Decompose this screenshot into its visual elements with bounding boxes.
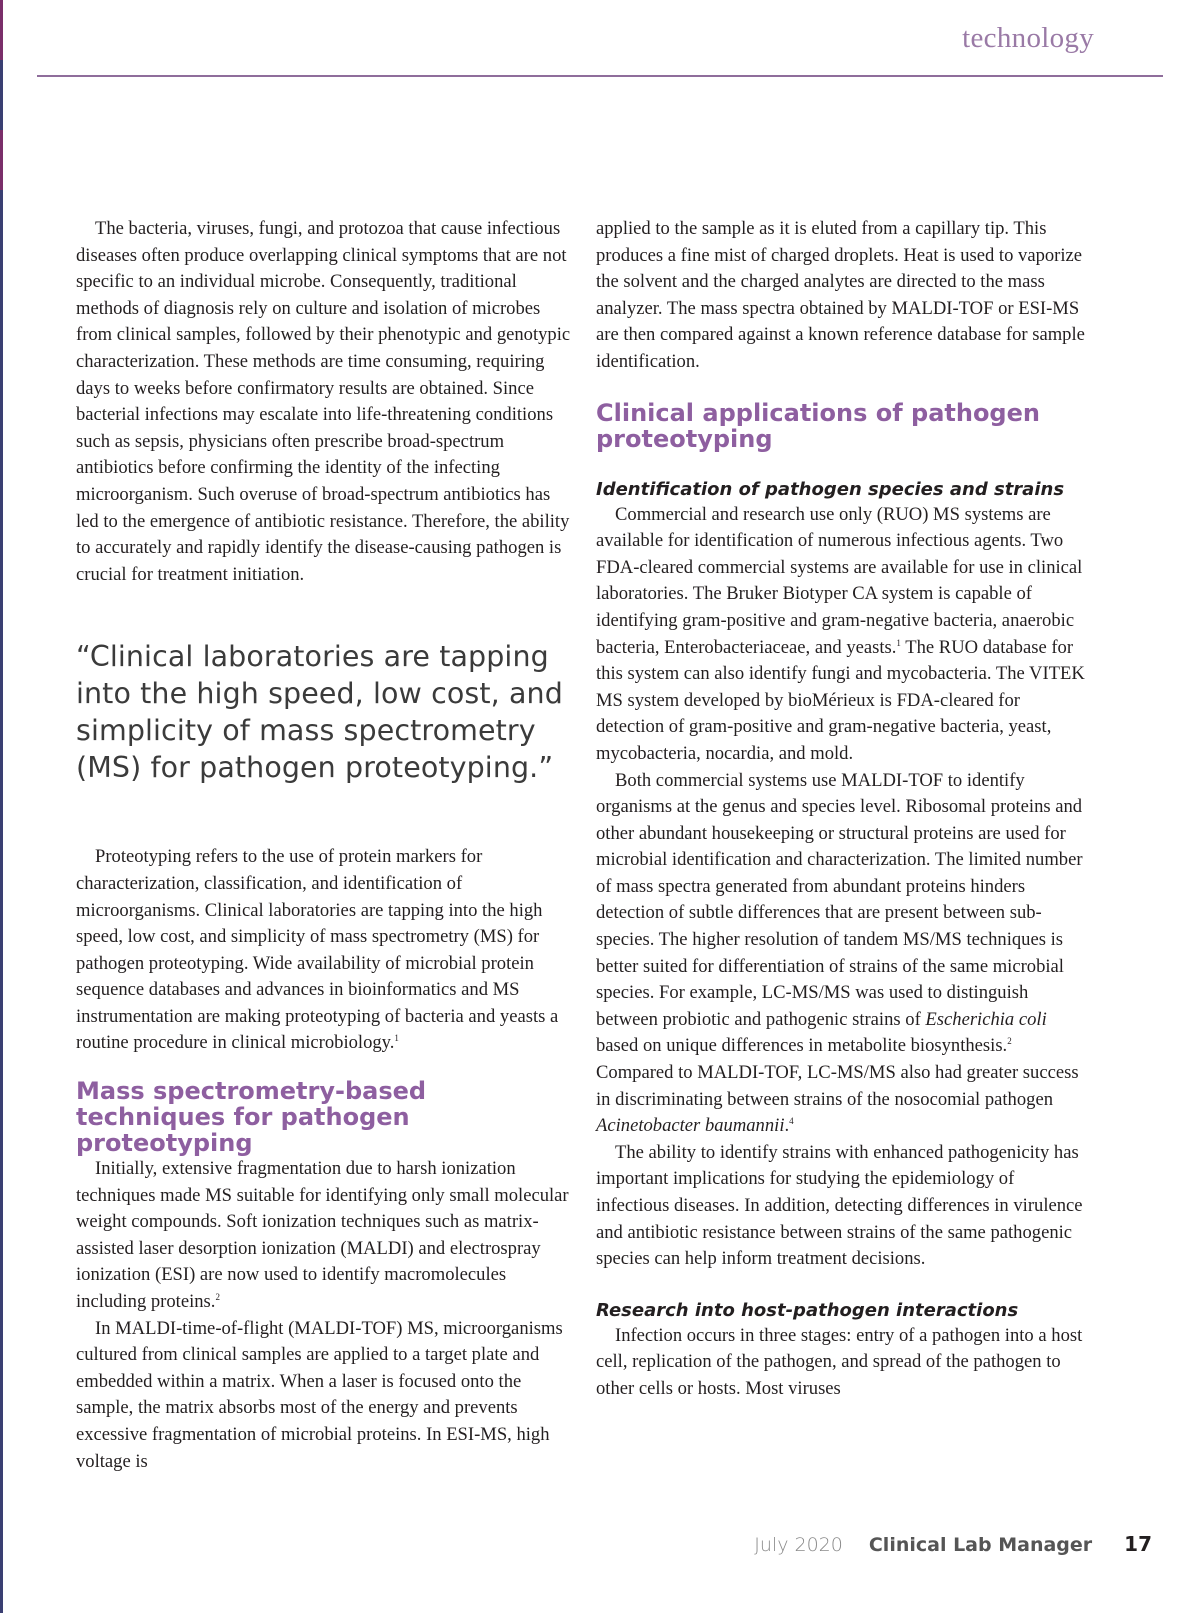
footnote-ref: 2: [215, 1292, 220, 1303]
pull-quote: “Clinical laboratories are tapping into the high speed, low cost, and simplicity of mass spectrometry (MS) for pathogen proteotyping.”: [76, 640, 563, 785]
intro-paragraph: The bacteria, viruses, fungi, and protozoa that cause infectious diseases often produce overlapping clinical symptoms that are not specific to an individual microbe. Consequently, traditional methods of diagnosis rely on culture and isolation of microbes from clinical samples, followed by their phenotypic and genotypic characterization. These methods are time consuming, requiring days to weeks before confirmatory results are obtained. Since bacterial infections may escalate into life-threatening conditions such as sepsis, physicians often prescribe broad-spectrum antibiotics before confirming the identity of the infecting microorganism. Such overuse of broad-spectrum antibiotics has led to the emergence of antibiotic resistance. Therefore, the ability to accurately and rapidly identify the disease-causing pathogen is crucial for treatment initiation.: [76, 218, 571, 585]
heading-clinical-applications: Clinical applications of pathogen proteotyping: [596, 398, 1040, 453]
header-rule: [37, 75, 1163, 77]
page-number: 17: [1124, 1532, 1152, 1556]
species-name: Acinetobacter baumannii: [596, 1115, 785, 1137]
maldi-tof-paragraph: Both commercial systems use MALDI-TOF to identify organisms at the genus and species level. Ribosomal proteins and other abundant housekeeping or structural proteins are used for microbial identification and characterization. The limited number of mass spectra generated from abundant proteins hinders detection of subtle differences that are present between sub-species. The higher resolution of tandem MS/MS techniques is better suited for differentiation of strains of the same microbial species. For example, LC-MS/MS was used to distinguish between probiotic and pathogenic strains of Escherichia coli based on unique differences in metabolite biosynthesis.$^2$ Compared to MALDI-TOF, LC-MS/MS also had greater success in discriminating between strains of the nosocomial pathogen Acinetobacter baumannii.$^4$: [596, 769, 1083, 1137]
esi-continued-paragraph: applied to the sample as it is eluted from a capillary tip. This produces a fine mist of charged droplets. Heat is used to vaporize the solvent and the charged analytes are directed to the mass analyzer. The mass spectra obtained by MALDI-TOF or ESI-MS are then compared against a known reference database for sample identification.: [596, 218, 1085, 372]
pathogenicity-paragraph: The ability to identify strains with enhanced pathogenicity has important implications for studying the epidemiology of infectious diseases. In addition, detecting differences in virulence and antibiotic resistance between strains of the same pathogenic species can help inform treatment decisions.: [596, 1141, 1083, 1270]
left-column: [76, 216, 572, 1475]
commercial-systems-paragraph: Commercial and research use only (RUO) MS systems are available for identification of numerous infectious agents. Two FDA-cleared commercial systems are available for use in clinical laboratories. The Bruker Biotyper CA system is capable of identifying gram-positive and gram-negative bacteria, anaerobic bacteria, Enterobacteriaceae, and yeasts.$^1$ The RUO database for this system can also identify fungi and mycobacteria. The VITEK MS system developed by bioMérieux is FDA-cleared for detection of gram-positive and gram-negative bacteria, yeast, mycobacteria, nocardia, and mold.: [596, 503, 1085, 764]
species-name: Escherichia coli: [925, 1008, 1047, 1030]
magazine-title: Clinical Lab Manager: [868, 1534, 1093, 1556]
footnote-ref: 1: [896, 637, 901, 648]
page-edge-bar: [0, 0, 3, 1613]
edge-bar-accent-top: [0, 0, 3, 60]
right-column: [596, 216, 1088, 1403]
footnote-ref: 1: [394, 1033, 399, 1044]
footnote-ref: 2: [1007, 1036, 1012, 1047]
subheading-identification: Identification of pathogen species and strains: [596, 478, 1065, 500]
proteotyping-paragraph: Proteotyping refers to the use of protein markers for characterization, classification, and identification of microorganisms. Clinical laboratories are tapping into the high speed, low cost, and simplicity of mass spectrometry (MS) for pathogen proteotyping. Wide availability of microbial protein sequence databases and advances in bioinformatics and MS instrumentation are making proteotyping of bacteria and yeasts a routine procedure in clinical microbiology.$^1$: [76, 846, 559, 1054]
subheading-host-pathogen: Research into host-pathogen interactions: [596, 1299, 1019, 1321]
ionization-paragraph: Initially, extensive fragmentation due to harsh ionization techniques made MS suitable for identifying only small molecular weight compounds. Soft ionization techniques such as matrix-assisted laser desorption ionization (MALDI) and electrospray ionization (ESI) are now used to identify macromolecules including proteins.$^2$: [76, 1158, 569, 1313]
footnote-ref: 4: [789, 1116, 794, 1127]
issue-date: July 2020: [754, 1534, 843, 1556]
infection-stages-paragraph: Infection occurs in three stages: entry of a pathogen into a host cell, replication of the pathogen, and spread of the pathogen to other cells or hosts. Most viruses: [596, 1324, 1083, 1399]
edge-bar-accent-mid: [0, 130, 3, 190]
page-footer: [754, 1532, 1152, 1556]
heading-ms-techniques: Mass spectrometry-based techniques for pathogen proteotyping: [76, 1077, 427, 1158]
maldi-paragraph: In MALDI-time-of-flight (MALDI-TOF) MS, microorganisms cultured from clinical samples are applied to a target plate and embedded within a matrix. When a laser is focused onto the sample, the matrix absorbs most of the energy and prevents excessive fragmentation of microbial proteins. In ESI-MS, high voltage is: [76, 1317, 563, 1472]
section-label: technology: [962, 22, 1094, 54]
